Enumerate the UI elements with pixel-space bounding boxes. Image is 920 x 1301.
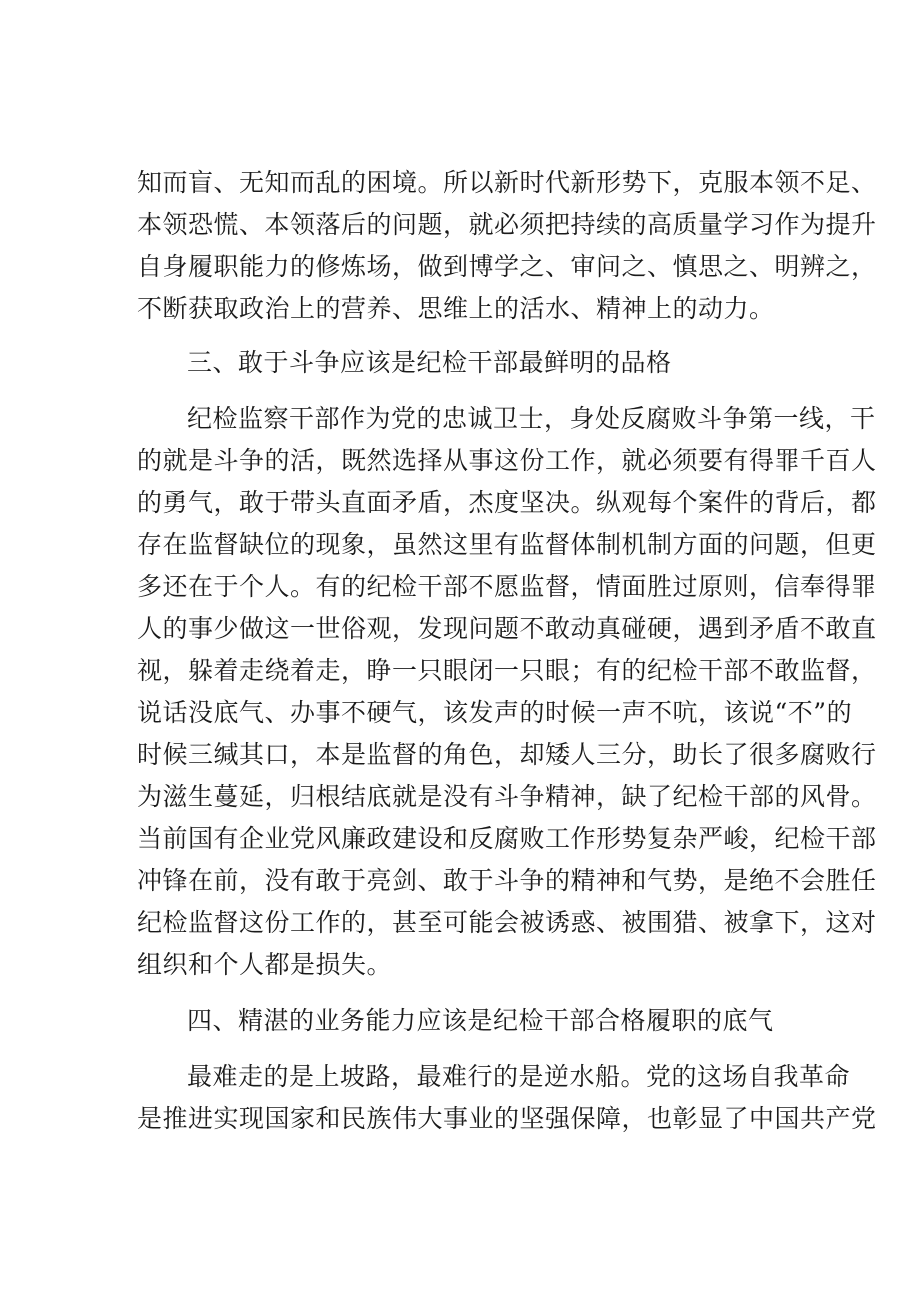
paragraph-line: 本领恐慌、本领落后的问题，就必须把持续的高质量学习作为提升 xyxy=(137,210,877,239)
paragraph-line: 自身履职能力的修炼场，做到博学之、审问之、慎思之、明辨之， xyxy=(137,252,877,281)
paragraph-line: 视，躲着走绕着走，睁一只眼闭一只眼；有的纪检干部不敢监督， xyxy=(137,656,877,685)
paragraph-line: 人的事少做这一世俗观，发现问题不敢动真碰硬，遇到矛盾不敢直 xyxy=(137,614,877,643)
section-heading-three: 三、敢于斗争应该是纪检干部最鲜明的品格 xyxy=(187,348,672,377)
paragraph-line: 冲锋在前，没有敢于亮剑、敢于斗争的精神和气势，是绝不会胜任 xyxy=(137,866,877,895)
paragraph-line: 当前国有企业党风廉政建设和反腐败工作形势复杂严峻，纪检干部 xyxy=(137,824,877,853)
paragraph-line: 的就是斗争的活，既然选择从事这份工作，就必须要有得罪千百人 xyxy=(137,446,877,475)
paragraph-line: 最难走的是上坡路，最难行的是逆水船。党的这场自我革命 xyxy=(187,1062,851,1091)
paragraph-line: 知而盲、无知而乱的困境。所以新时代新形势下，克服本领不足、 xyxy=(137,168,877,197)
paragraph-line: 时候三缄其口，本是监督的角色，却矮人三分，助长了很多腐败行 xyxy=(137,740,877,769)
paragraph-line: 组织和个人都是损失。 xyxy=(137,950,393,979)
paragraph-line: 纪检监督这份工作的，甚至可能会被诱惑、被围猎、被拿下，这对 xyxy=(137,908,877,937)
paragraph-line: 为滋生蔓延，归根结底就是没有斗争精神，缺了纪检干部的风骨。 xyxy=(137,782,877,811)
section-heading-four: 四、精湛的业务能力应该是纪检干部合格履职的底气 xyxy=(187,1006,774,1035)
paragraph-line: 存在监督缺位的现象，虽然这里有监督体制机制方面的问题，但更 xyxy=(137,530,877,559)
paragraph-line: 不断获取政治上的营养、思维上的活水、精神上的动力。 xyxy=(137,294,775,323)
paragraph-line: 的勇气，敢于带头直面矛盾，杰度坚决。纵观每个案件的背后，都 xyxy=(137,488,877,517)
paragraph-line: 说话没底气、办事不硬气，该发声的时候一声不吭，该说“不”的 xyxy=(137,698,853,727)
paragraph-line: 纪检监察干部作为党的忠诚卫士，身处反腐败斗争第一线，干 xyxy=(187,404,876,433)
paragraph-line: 是推进实现国家和民族伟大事业的坚强保障，也彰显了中国共产党 xyxy=(137,1104,877,1133)
paragraph-line: 多还在于个人。有的纪检干部不愿监督，情面胜过原则，信奉得罪 xyxy=(137,572,877,601)
